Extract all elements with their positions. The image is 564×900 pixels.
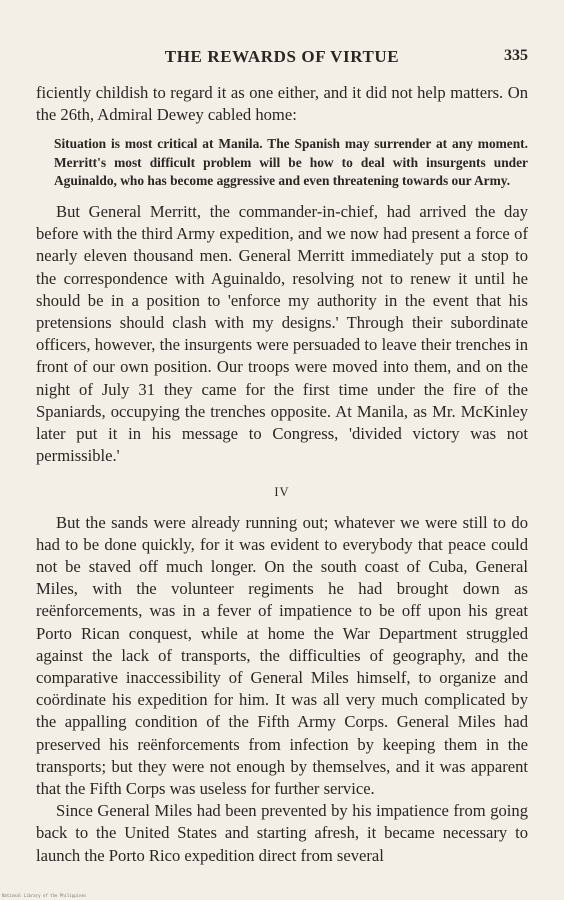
opening-paragraph: ficiently childish to regard it as one either, and it did not help matters. On the 26th, Admiral Dewey cabled home: [36, 83, 528, 125]
paragraph-merritt: But General Merritt, the commander-in-chief, had arrived the day before with the third Army expedition, and we now had present a force of nearly eleven thousand men. General Merritt immediately put a stop to the correspondence with Aguinaldo, resolving not to renew it until he should be in a position to 'enforce my authority in the event that his pretensions should clash with my designs.' Through their subordinate officers, however, the insurgents were persuaded to leave their trenches in front of our own position. Our troops were moved into them, and on the night of July 31 they came for the first time under the fire of the Spaniards, occupying the trenches opposite. At Manila, as Mr. McKinley later put it in his message to Congress, 'divided victory was not permissible.' [36, 201, 528, 466]
cable-quote: Situation is most critical at Manila. The Spanish may surrender at any moment. Merritt's most difficult problem will be how to deal with insurgents under Aguinaldo, who has become aggressive and even threatening towards our Army. [54, 136, 528, 189]
scan-footer: National Library of the Philippines [2, 893, 87, 898]
page-header [36, 47, 528, 71]
paragraph-sands: But the sands were already running out; whatever we were still to do had to be done quickly, for it was evident to everybody that peace could not be staved off much longer. On the south coast of Cuba, General Miles, with the volunteer regiments he had brought down as reënforcements, was in a fever of impatience to be off upon his great Porto Rican conquest, while at home the War Department struggled against the lack of transports, the difficulties of geography, and the comparative inaccessibility of General Miles himself, to organize and coördinate his expedition for him. It was all very much complicated by the appalling condition of the Fifth Army Corps. General Miles had preserved his reënforcements from infection by keeping them in the transports; but they were not enough by themselves, and it was apparent that the Fifth Corps was useless for further service. [36, 512, 528, 798]
paragraph-porto-rico: Since General Miles had been prevented by his impatience from going back to the United States and starting afresh, it became necessary to launch the Porto Rico expedition direct from several [36, 801, 528, 865]
running-title: THE REWARDS OF VIRTUE [164, 47, 400, 66]
body-text [36, 82, 528, 867]
page-number: 335 [504, 47, 528, 64]
section-marker: IV [274, 485, 290, 500]
